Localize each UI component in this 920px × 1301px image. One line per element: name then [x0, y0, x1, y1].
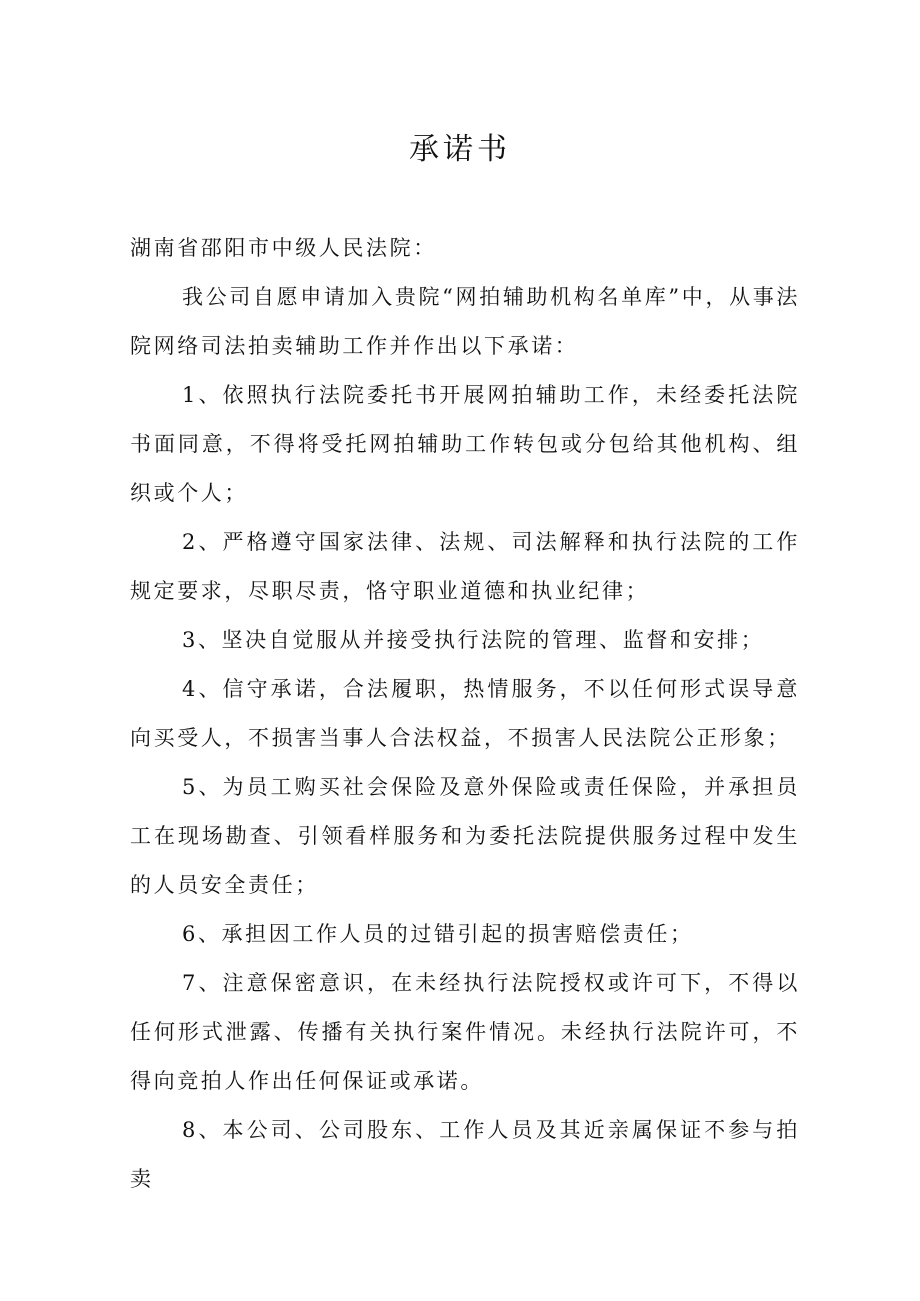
- document-title: 承诺书: [409, 132, 511, 167]
- commitment-item-8: 8、本公司、公司股东、工作人员及其近亲属保证不参与拍卖: [130, 1118, 800, 1191]
- commitment-item-6: 6、承担因工作人员的过错引起的损害赔偿责任；: [182, 922, 694, 946]
- document-body: [130, 224, 800, 1204]
- commitment-item-3: 3、坚决自觉服从并接受执行法院的管理、监督和安排；: [182, 628, 765, 652]
- intro-paragraph: 我公司自愿申请加入贵院“网拍辅助机构名单库”中，从事法院网络司法拍卖辅助工作并作出以下承诺：: [130, 285, 800, 358]
- commitment-item-2: 2、严格遵守国家法律、法规、司法解释和执行法院的工作规定要求，尽职尽责，恪守职业道德和执业纪律；: [130, 530, 800, 603]
- commitment-item-1: 1、依照执行法院委托书开展网拍辅助工作，未经委托法院书面同意，不得将受托网拍辅助工作转包或分包给其他机构、组织或个人；: [130, 383, 800, 505]
- commitment-item-4: 4、信守承诺，合法履职，热情服务，不以任何形式误导意向买受人，不损害当事人合法权益，不损害人民法院公正形象；: [130, 677, 800, 750]
- salutation: 湖南省邵阳市中级人民法院：: [130, 236, 437, 260]
- commitment-item-5: 5、为员工购买社会保险及意外保险或责任保险，并承担员工在现场勘查、引领看样服务和为委托法院提供服务过程中发生的人员安全责任；: [130, 775, 800, 897]
- commitment-item-7: 7、注意保密意识，在未经执行法院授权或许可下，不得以任何形式泄露、传播有关执行案件情况。未经执行法院许可，不得向竞拍人作出任何保证或承诺。: [130, 971, 800, 1093]
